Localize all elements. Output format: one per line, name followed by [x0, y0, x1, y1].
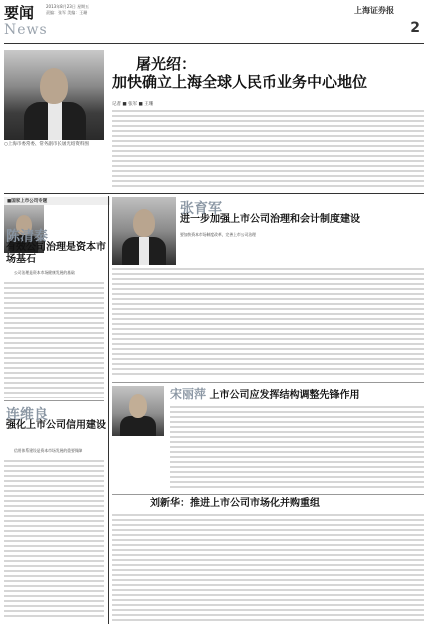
body-zhang — [112, 268, 424, 378]
top-story-headline: 加快确立上海全球人民币业务中心地位 — [112, 73, 368, 91]
body-chen — [4, 282, 104, 398]
headline-song-text: 上市公司应发挥结构调整先锋作用 — [209, 390, 360, 401]
top-story-byline: 记者 ■ 张军 ■ 王珊 — [112, 102, 154, 107]
intro-chen: 公司治理是资本市场健康发展的基础 — [14, 270, 75, 275]
intro-lian: 信用体系建设是资本市场发展的重要保障 — [14, 448, 83, 453]
section-tag: ■国家上市公司专题 — [4, 197, 110, 205]
issue-meta — [46, 4, 89, 16]
left-divider — [4, 400, 104, 401]
person-name-lian: 连维良 — [6, 407, 48, 423]
column-separator — [108, 196, 109, 624]
top-story-photo — [4, 50, 104, 140]
issue-date: 2013年8月23日 星期五 — [46, 4, 90, 9]
person-photo-song — [112, 386, 164, 436]
person-name-song: 宋丽萍 — [170, 387, 207, 401]
person-name-zhang: 张育军 — [180, 201, 222, 217]
photo-caption: ○上海市委常委、常务副市长屠光绍资料图 — [4, 142, 89, 147]
headline-liu: 刘新华：推进上市公司市场化并购重组 — [150, 498, 320, 509]
headline-chen: 有效公司治理是资本市场基石 — [6, 242, 106, 265]
top-story-kicker: 屠光绍： — [136, 55, 197, 73]
person-photo-zhang — [112, 197, 176, 265]
center-divider — [112, 382, 424, 383]
center-divider-2 — [112, 494, 424, 495]
newspaper-name: 上海证券报 — [354, 5, 394, 15]
masthead — [0, 0, 428, 44]
top-story-body — [112, 110, 424, 190]
section-title: 要闻 — [4, 4, 35, 22]
editor-credit: 责编：张军 美编：王珊 — [46, 10, 88, 15]
page-number: 2 — [410, 20, 420, 36]
top-story-rule — [4, 193, 424, 194]
headline-zhang: 进一步加强上市公司治理和会计制度建设 — [180, 214, 360, 225]
body-song — [170, 406, 424, 490]
person-name-chen: 陈清泰 — [6, 229, 48, 245]
masthead-rule — [4, 43, 424, 44]
body-liu — [112, 514, 424, 622]
headline-song — [170, 388, 424, 402]
intro-zhang: 要加快资本市场制度改革，完善上市公司治理 — [180, 232, 256, 237]
section-title-en: News — [4, 22, 48, 38]
headline-lian: 强化上市公司信用建设 — [6, 420, 106, 431]
body-lian — [4, 460, 104, 620]
